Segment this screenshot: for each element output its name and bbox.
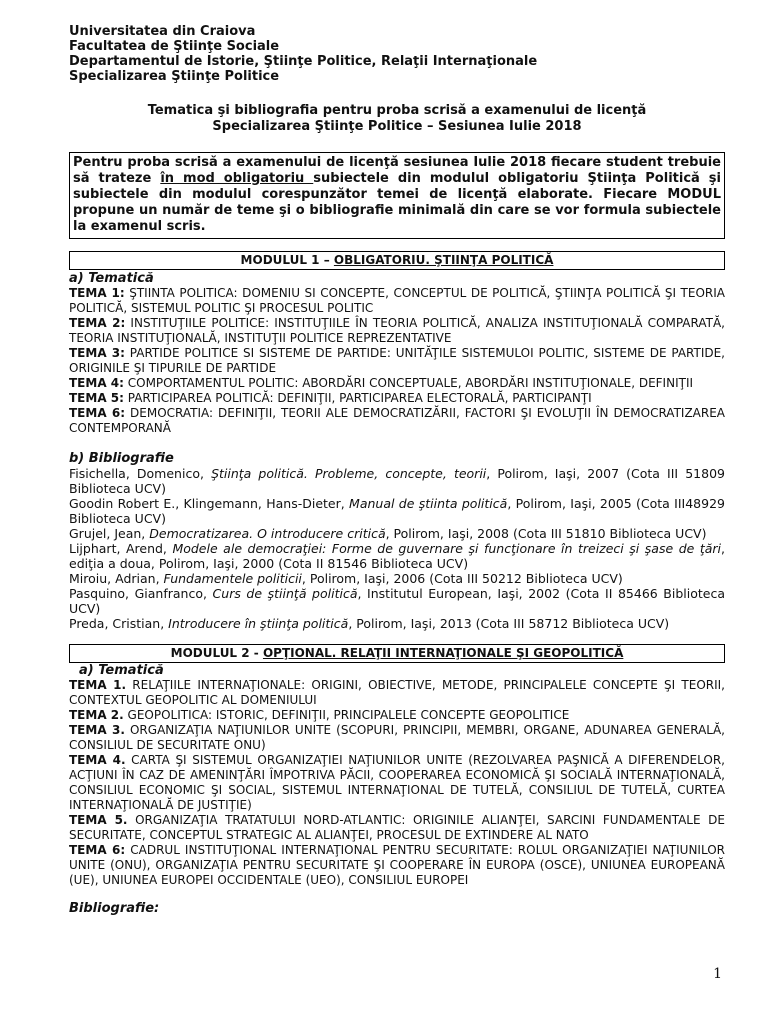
bibliography-title: Curs de ştiinţă politică bbox=[212, 586, 358, 601]
topic-item bbox=[69, 346, 725, 376]
topic-item bbox=[69, 376, 725, 391]
topic-label: TEMA 2. bbox=[69, 708, 124, 722]
topic-item bbox=[69, 843, 725, 888]
bibliography-author: Fisichella, Domenico, bbox=[69, 466, 212, 481]
bibliography-title: Democratizarea. O introducere critică bbox=[149, 526, 386, 541]
topic-label: TEMA 3: bbox=[69, 346, 125, 360]
module-1-bibliography bbox=[69, 466, 725, 631]
bibliography-title: Manual de ştiinta politică bbox=[349, 496, 508, 511]
specialization-name: Specializarea Ştiinţe Politice bbox=[69, 69, 280, 84]
document-page bbox=[69, 24, 725, 916]
topic-text: COMPORTAMENTUL POLITIC: ABORDĂRI CONCEPTUALE, ABORDĂRI INSTITUŢIONALE, DEFINIŢII bbox=[123, 376, 694, 390]
topic-item bbox=[69, 723, 725, 753]
notice-text-2: subiectele din modulul obligatoriu Ştiinţa Politică şi subiectele din modulul corespunzător temei de licenţă elaborate. Fiecare MODUL propune un număr de teme şi o bibliografie minimală din care se vor formula subiectele la examenul scris. bbox=[73, 171, 721, 234]
module-2-bibliografie-label: Bibliografie: bbox=[69, 901, 160, 916]
topic-label: TEMA 2: bbox=[69, 316, 126, 330]
topic-text: INSTITUŢIILE POLITICE: INSTITUŢIILE ÎN TEORIA POLITICĂ, ANALIZA INSTITUŢIONALĂ COMPARATĂ, TEORIA INSTITUŢIONALĂ, INSTITUŢII POLITICE REPREZENTATIVE bbox=[69, 316, 726, 345]
module-2-heading bbox=[69, 644, 725, 663]
topic-label: TEMA 4. bbox=[69, 753, 126, 767]
topic-label: TEMA 6: bbox=[69, 843, 126, 857]
department-name: Departamentul de Istorie, Ştiinţe Politice, Relaţii Internaţionale bbox=[69, 54, 538, 69]
bibliography-entry bbox=[69, 526, 725, 541]
bibliography-rest: , ediţia a doua, Polirom, Iaşi, 2000 (Cota II 81546 Biblioteca UCV) bbox=[69, 541, 725, 571]
topic-label: TEMA 4: bbox=[69, 376, 124, 390]
bibliography-rest: , Polirom, Iaşi, 2005 (Cota III48929 Biblioteca UCV) bbox=[69, 496, 725, 526]
bibliography-rest: , Polirom, Iaşi, 2013 (Cota III 58712 Biblioteca UCV) bbox=[348, 616, 670, 631]
topic-text: RELAŢIILE INTERNAŢIONALE: ORIGINI, OBIECTIVE, METODE, PRINCIPALELE CONCEPTE ŞI TEORII, CONTEXTUL GEOPOLITIC AL DOMENIULUI bbox=[69, 678, 725, 707]
topic-label: TEMA 5: bbox=[69, 391, 124, 405]
bibliography-author: Miroiu, Adrian, bbox=[69, 571, 164, 586]
module-1-topics bbox=[69, 286, 725, 436]
page-number: 1 bbox=[713, 966, 722, 982]
title-line-1: Tematica şi bibliografia pentru proba scrisă a examenului de licenţă bbox=[147, 103, 647, 118]
module-1-prefix: MODULUL 1 – bbox=[240, 253, 334, 267]
module-2-name: OPŢIONAL. RELAŢII INTERNAŢIONALE ŞI GEOPOLITICĂ bbox=[262, 646, 624, 660]
module-2-prefix: MODULUL 2 - bbox=[170, 646, 263, 660]
title-line-2: Specializarea Ştiinţe Politice – Sesiunea Iulie 2018 bbox=[212, 119, 582, 134]
bibliography-rest: , Polirom, Iaşi, 2007 (Cota III 51809 Biblioteca UCV) bbox=[69, 466, 725, 496]
topic-item bbox=[69, 813, 725, 843]
bibliography-title: Fundamentele politicii bbox=[163, 571, 302, 586]
module-1-tematica-label: a) Tematică bbox=[69, 271, 154, 286]
topic-item bbox=[69, 678, 725, 708]
bibliography-author: Goodin Robert E., Klingemann, Hans-Dieter, bbox=[69, 496, 350, 511]
bibliography-rest: , Polirom, Iaşi, 2008 (Cota III 51810 Biblioteca UCV) bbox=[385, 526, 707, 541]
topic-label: TEMA 5. bbox=[69, 813, 128, 827]
topic-label: TEMA 1. bbox=[69, 678, 127, 692]
topic-item bbox=[69, 286, 725, 316]
bibliography-author: Grujel, Jean, bbox=[69, 526, 150, 541]
module-2-tematica-label: a) Tematică bbox=[79, 663, 164, 678]
topic-text: CARTA ŞI SISTEMUL ORGANIZAŢIEI NAŢIUNILOR UNITE (REZOLVAREA PAŞNICĂ A DIFERENDELOR, ACŢIUNI ÎN CAZ DE AMENINŢĂRI ÎMPOTRIVA PĂCII, COOPERAREA ECONOMICĂ ŞI SOCIALĂ INTERNAŢIONALĂ, CONSILIUL ECONOMIC ŞI SOCIAL, SISTEMUL INTERNAŢIONAL DE TUTELĂ, CONSILIUL DE TUTELĂ, CURTEA INTERNAŢIONALĂ DE JUSTIŢIE) bbox=[69, 753, 725, 812]
bibliography-author: Preda, Cristian, bbox=[69, 616, 169, 631]
topic-label: TEMA 6: bbox=[69, 406, 126, 420]
topic-text: PARTIDE POLITICE SI SISTEME DE PARTIDE: UNITĂŢILE SISTEMULOI POLITIC, SISTEME DE PARTIDE, ORIGINILE ŞI TIPURILE DE PARTIDE bbox=[69, 346, 725, 375]
bibliography-title: Introducere în ştiinţa politică bbox=[168, 616, 349, 631]
topic-text: ORGANIZAŢIA TRATATULUI NORD-ATLANTIC: ORIGINILE ALIANŢEI, SARCINI FUNDAMENTALE DE SECURITATE, CONCEPTUL STRATEGIC AL ALIANŢEI, PROCESUL DE EXTINDERE AL NATO bbox=[69, 813, 725, 842]
bibliography-title: Ştiinţa politică. Probleme, concepte, teorii bbox=[211, 466, 487, 481]
module-1-bibliografie-label: b) Bibliografie bbox=[69, 451, 174, 466]
bibliography-entry bbox=[69, 496, 725, 526]
bibliography-entry bbox=[69, 571, 725, 586]
bibliography-entry bbox=[69, 586, 725, 616]
topic-text: CADRUL INSTITUŢIONAL INTERNAŢIONAL PENTRU SECURITATE: ROLUL ORGANIZAŢIEI NAŢIUNILOR UNITE (ONU), ORGANIZAŢIA PENTRU SECURITATE ŞI COOPERARE ÎN EUROPA (OSCE), UNIUNEA EUROPEANĂ (UE), UNIUNEA EUROPEI OCCIDENTALE (UEO), CONSILIUL EUROPEI bbox=[69, 843, 726, 887]
bibliography-entry bbox=[69, 541, 725, 571]
bibliography-entry bbox=[69, 616, 725, 631]
exam-notice-box bbox=[69, 152, 725, 239]
topic-label: TEMA 3. bbox=[69, 723, 125, 737]
topic-text: ŞTIINTA POLITICA: DOMENIU SI CONCEPTE, CONCEPTUL DE POLITICĂ, ŞTIINŢA POLITICĂ ŞI TEORIA POLITICĂ, SISTEMUL POLITIC ŞI PROCESUL POLITIC bbox=[69, 286, 726, 315]
institution-header bbox=[69, 24, 725, 84]
topic-text: GEOPOLITICA: ISTORIC, DEFINIŢII, PRINCIPALELE CONCEPTE GEOPOLITICE bbox=[123, 708, 570, 722]
document-title bbox=[69, 103, 725, 135]
university-name: Universitatea din Craiova bbox=[69, 24, 256, 39]
faculty-name: Facultatea de Ştiinţe Sociale bbox=[69, 39, 280, 54]
topic-label: TEMA 1: bbox=[69, 286, 125, 300]
bibliography-author: Pasquino, Gianfranco, bbox=[69, 586, 213, 601]
topic-item bbox=[69, 316, 725, 346]
notice-text-1: Pentru proba scrisă a examenului de licenţă sesiunea Iulie 2018 fiecare student trebuie să trateze bbox=[73, 155, 721, 186]
bibliography-author: Lijphart, Arend, bbox=[69, 541, 173, 556]
notice-emphasis: în mod obligatoriu bbox=[160, 171, 314, 186]
topic-item bbox=[69, 406, 725, 436]
topic-item bbox=[69, 708, 725, 723]
module-2-topics bbox=[69, 678, 725, 888]
topic-item bbox=[69, 391, 725, 406]
topic-text: DEMOCRATIA: DEFINIŢII, TEORII ALE DEMOCRATIZĂRII, FACTORI ŞI EVOLUŢII ÎN DEMOCRATIZAREA CONTEMPORANĂ bbox=[69, 406, 725, 435]
module-1-heading bbox=[69, 251, 725, 270]
bibliography-rest: , Institutul European, Iaşi, 2002 (Cota II 85466 Biblioteca UCV) bbox=[69, 586, 726, 616]
bibliography-rest: , Polirom, Iaşi, 2006 (Cota III 50212 Biblioteca UCV) bbox=[301, 571, 623, 586]
module-1-name: OBLIGATORIU. ŞTIINŢA POLITICĂ bbox=[333, 253, 554, 267]
bibliography-entry bbox=[69, 466, 725, 496]
bibliography-title: Modele ale democraţiei: Forme de guvernare şi funcţionare în treizeci şi şase de ţări bbox=[172, 541, 722, 556]
topic-text: ORGANIZAŢIA NAŢIUNILOR UNITE (SCOPURI, PRINCIPII, MEMBRI, ORGANE, ADUNAREA GENERALĂ, CONSILIUL DE SECURITATE ONU) bbox=[69, 723, 725, 752]
topic-item bbox=[69, 753, 725, 813]
topic-text: PARTICIPAREA POLITICĂ: DEFINIŢII, PARTICIPAREA ELECTORALĂ, PARTICIPANŢI bbox=[123, 391, 592, 405]
